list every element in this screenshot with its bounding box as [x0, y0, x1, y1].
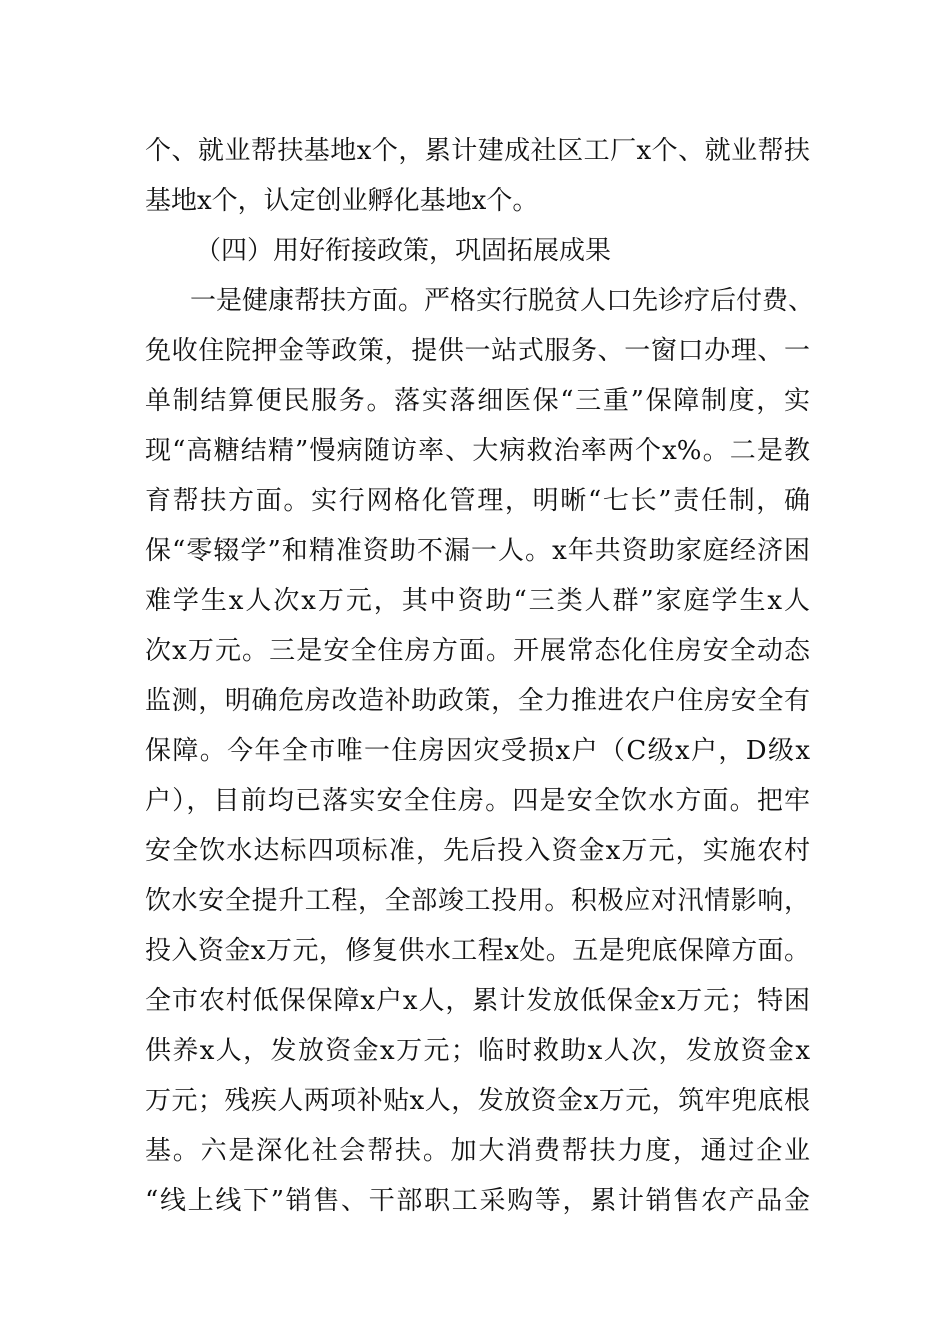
text-line-15: 安全饮水达标四项标准，先后投入资金x万元，实施农村 — [145, 836, 810, 866]
text-line-21: 基。六是深化社会帮扶。加大消费帮扶力度，通过企业 — [145, 1136, 810, 1166]
text-line-18: 全市农村低保保障x户x人，累计发放低保金x万元；特困 — [145, 986, 810, 1016]
text-line-7: 现“高糖结精”慢病随访率、大病救治率两个x%。二是教 — [145, 436, 810, 466]
text-line-6: 单制结算便民服务。落实落细医保“三重”保障制度，实 — [145, 386, 810, 416]
text-line-16: 饮水安全提升工程，全部竣工投用。积极应对汛情影响， — [145, 886, 810, 916]
text-line-8: 育帮扶方面。实行网格化管理，明晰“七长”责任制，确 — [145, 486, 810, 516]
text-line-10: 难学生x人次x万元，其中资助“三类人群”家庭学生x人 — [145, 586, 810, 616]
section-heading: （四）用好衔接政策，巩固拓展成果 — [195, 236, 612, 266]
text-line-22: “线上线下”销售、干部职工采购等，累计销售农产品金 — [145, 1186, 810, 1216]
text-line-14: 户），目前均已落实安全住房。四是安全饮水方面。把牢 — [145, 786, 810, 816]
text-line-12: 监测，明确危房改造补助政策，全力推进农户住房安全有 — [145, 686, 810, 716]
text-line-13: 保障。今年全市唯一住房因灾受损x户（C级x户，D级x — [145, 736, 810, 766]
text-line-19: 供养x人，发放资金x万元；临时救助x人次，发放资金x — [145, 1036, 810, 1066]
text-line-1: 个、就业帮扶基地x个，累计建成社区工厂x个、就业帮扶 — [145, 136, 810, 166]
text-line-5: 免收住院押金等政策，提供一站式服务、一窗口办理、一 — [145, 336, 810, 366]
text-line-11: 次x万元。三是安全住房方面。开展常态化住房安全动态 — [145, 636, 810, 666]
text-line-2: 基地x个，认定创业孵化基地x个。 — [145, 186, 539, 216]
text-line-4: 一是健康帮扶方面。严格实行脱贫人口先诊疗后付费、 — [190, 286, 815, 316]
text-line-17: 投入资金x万元，修复供水工程x处。五是兜底保障方面。 — [145, 936, 810, 966]
text-line-9: 保“零辍学”和精准资助不漏一人。x年共资助家庭经济困 — [145, 536, 810, 566]
text-line-20: 万元；残疾人两项补贴x人，发放资金x万元，筑牢兜底根 — [145, 1086, 810, 1116]
